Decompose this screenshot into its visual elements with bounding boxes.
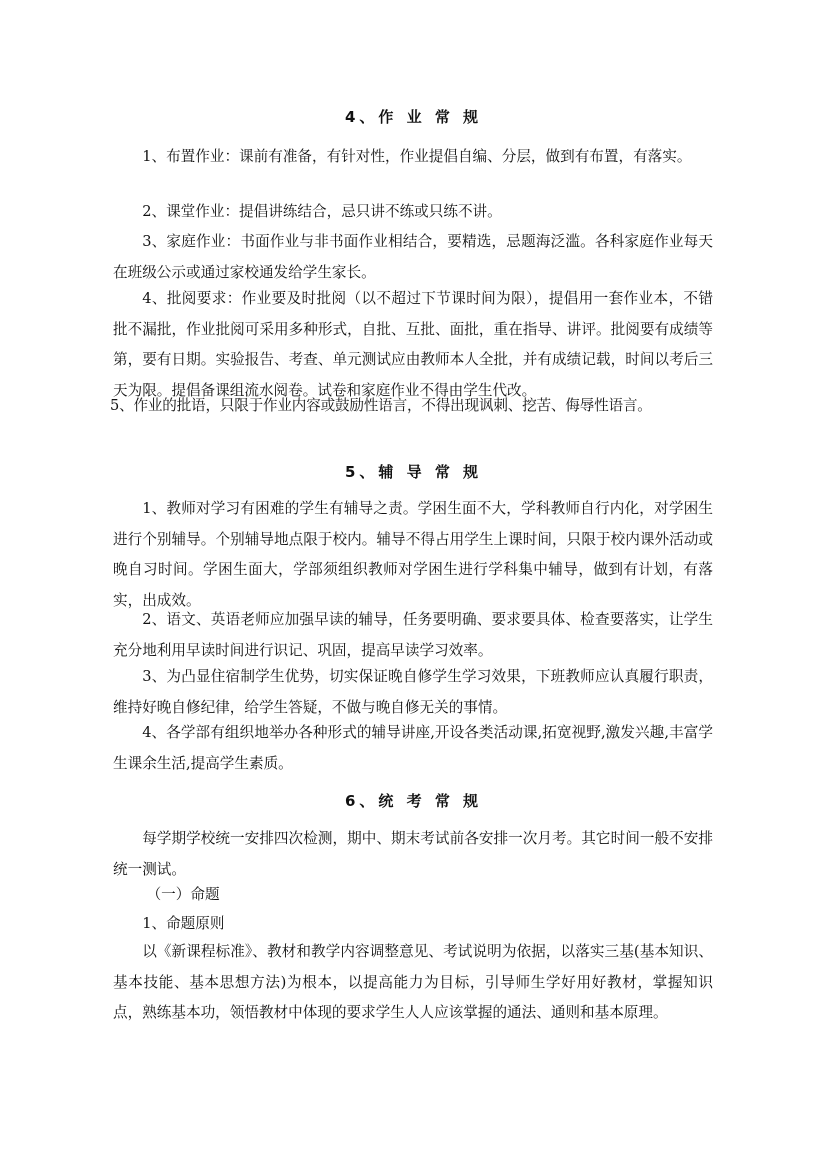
s4-paragraph-3: 3、家庭作业：书面作业与非书面作业相结合，要精选，忌题海泛滥。各科家庭作业每天在班级公示或通过家校通发给学生家长。 [113,233,713,281]
s4-paragraph-4: 4、批阅要求：作业要及时批阅（以不超过下节课时间为限），提倡用一套作业本，不错批不漏批，作业批阅可采用多种形式，自批、互批、面批，重在指导、讲评。批阅要有成绩等第，要有日期。实验报告、考查、单元测试应由教师本人全批，并有成绩记载，时间以考后三天为限。提倡备课组流水阅卷。试卷和家庭作业不得由学生代改。 [113,290,713,399]
s5-paragraph-2: 2、语文、英语老师应加强早读的辅导，任务要明确、要求要具体、检查要落实，让学生充分地利用早读时间进行识记、巩固，提高早读学习效率。 [113,611,713,659]
s5-paragraph-4: 4、各学部有组织地举办各种形式的辅导讲座,开设各类活动课,拓宽视野,激发兴趣,丰富学生课余生活,提高学生素质。 [113,724,713,772]
s4-paragraph-2: 2、课堂作业：提倡讲练结合，忌只讲不练或只练不讲。 [142,203,502,220]
s6-subheading-proposition: （一）命题 [146,886,220,903]
s6-subheading-principle: 1、命题原则 [142,915,225,932]
s6-paragraph-1: 每学期学校统一安排四次检测，期中、期末考试前各安排一次月考。其它时间一般不安排统一测试。 [113,830,713,878]
s5-paragraph-1: 1、教师对学习有困难的学生有辅导之责。学困生面不大，学科教师自行内化，对学困生进行个别辅导。个别辅导地点限于校内。辅导不得占用学生上课时间，只限于校内课外活动或晚自习时间。学困生面大，学部须组织教师对学困生进行学科集中辅导，做到有计划，有落实，出成效。 [113,500,713,609]
s5-paragraph-3: 3、为凸显住宿制学生优势，切实保证晚自修学生学习效果，下班教师应认真履行职责，维持好晚自修纪律，给学生答疑，不做与晚自修无关的事情。 [113,668,713,716]
section-4-heading: 4、作 业 常 规 [344,108,483,126]
section-6-heading: 6、统 考 常 规 [344,792,483,810]
s4-paragraph-5: 5、作业的批语，只限于作业内容或鼓励性语言，不得出现讽刺、挖苦、侮辱性语言。 [110,397,652,414]
s6-paragraph-principle: 以《新课程标准》、教材和教学内容调整意见、考试说明为依据，以落实三基(基本知识、基本技能、基本思想方法)为根本，以提高能力为目标，引导师生学好用好教材，掌握知识点，熟练基本功，领悟教材中体现的要求学生人人应该掌握的通法、通则和基本原理。 [113,943,713,1021]
section-5-heading: 5、辅 导 常 规 [344,463,483,481]
s4-paragraph-1: 1、布置作业：课前有准备，有针对性，作业提倡自编、分层，做到有布置，有落实。 [142,148,692,165]
